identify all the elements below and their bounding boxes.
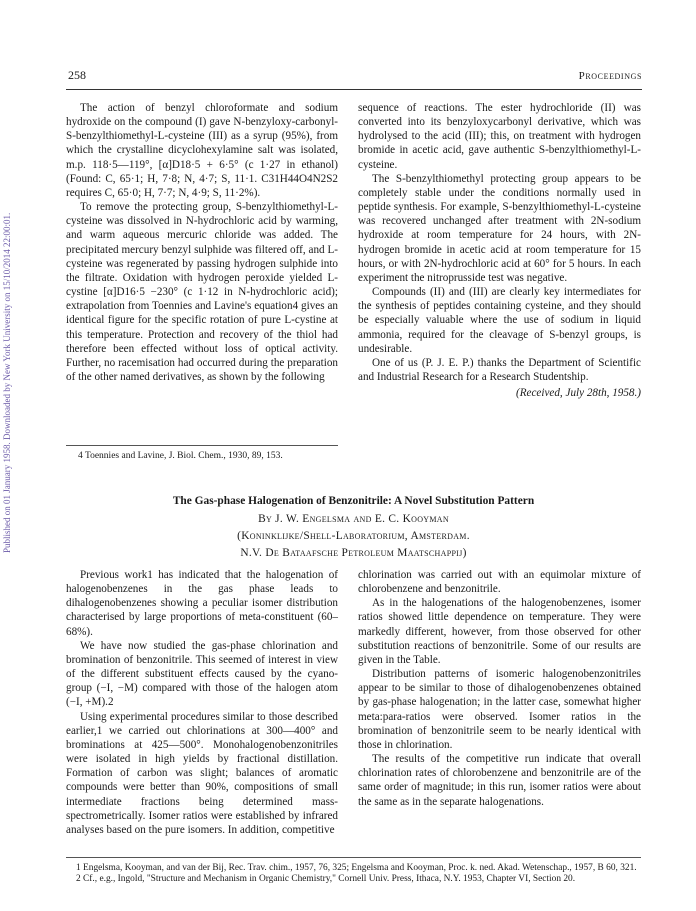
paragraph: Compounds (II) and (III) are clearly key intermediates for the synthesis of peptides containing cysteine, and they should be especially valuable where the use of sodium in liquid ammonia, required for the cleavage of S-benzyl groups, is undesirable. [358,286,641,355]
paragraph: Distribution patterns of isomeric halogenobenzonitriles appear to be similar to those of dihalogenobenzenes obtained by gas-phase halogenation; in the latter case, somewhat higher meta:para-ratios were observed. Isomer ratios in the bromination of benzonitrile seem to be nearly identical with those in chlorination. [358,668,641,751]
paragraph: One of us (P. J. E. P.) thanks the Department of Scientific and Industrial Research for a Research Studentship. [358,356,641,383]
paragraph: Using experimental procedures similar to those described earlier,1 we carried out chlorinations at 300—400° and brominations at 425—500°. Monohalogenobenzonitriles were isolated in high yields by fractional distillation. Formation of carbon was slight; balances of aromatic compounds were better than 90%, compositions of small intermediate fractions being determined mass-spectrometrically. Isomer ratios were established by infrared analyses based on the pure isomers. In addition, competitive [66,710,338,836]
paragraph: Previous work1 has indicated that the halogenation of halogenobenzenes in the gas phase leads to dihalogenobenzenes showing a peculiar isomer distribution characterised by large proportions of meta-constituent (60–68%). [66,569,338,638]
paragraph: sequence of reactions. The ester hydrochloride (II) was converted into its benzyloxycarbonyl derivative, which was hydrolysed to the acid (III); this, on treatment with hydrogen bromide in acetic acid, gave authentic S-benzylthiomethyl-L-cysteine. [358,102,641,171]
download-watermark: Published on 01 January 1958. Downloaded by New York University on 15/10/2014 22:00:01. [2,212,12,554]
paragraph: As in the halogenations of the halogenobenzenes, isomer ratios showed little dependence on temperature. They were markedly different, however, from those observed for other substitution reactions of benzonitrile. Some of our results are given in the Table. [358,597,641,666]
paragraph: The S-benzylthiomethyl protecting group appears to be completely stable under the conditions normally used in peptide synthesis. For example, S-benzylthiomethyl-L-cysteine was recovered unchanged after treatment with 2N-sodium hydroxide at room temperature for 24 hours, with 2N-hydrogen bromide in acetic acid at room temperature for 15 hours, or with 2N-hydrochloric acid at 60° for 5 hours. In each experiment the nitroprusside test was negative. [358,172,641,284]
second-article-left-column [66,568,338,837]
byline [66,511,641,562]
affiliation-line-1: (Koninklijke/Shell-Laboratorium, Amsterdam. [237,530,470,542]
paragraph: chlorination was carried out with an equimolar mixture of chlorobenzene and benzonitrile. [358,569,641,596]
paragraph: We have now studied the gas-phase chlorination and bromination of benzonitrile. This seemed of interest in view of the different substituent effects caused by the cyano-group (−I, −M) compared with those of the halogen atom (−I, +M).2 [66,639,338,709]
second-article-right-column [358,568,641,809]
footnotes-rule [66,857,641,858]
paragraph: The results of the competitive run indicate that overall chlorination rates of chlorobenzene and benzonitrile are of the same order of magnitude; in this run, isomer ratios were about the same as in the separate halogenations. [358,753,641,808]
received-date: (Received, July 28th, 1958.) [516,387,641,400]
page-number: 258 [68,68,86,82]
affiliation-line-2: N.V. De Bataafsche Petroleum Maatschappij) [240,547,467,559]
running-head: Proceedings [578,70,642,82]
footnote-rule [66,445,338,446]
footnote-1: 1 Engelsma, Kooyman, and van der Bij, Rec. Trav. chim., 1957, 76, 325; Engelsma and Kooyman, Proc. k. ned. Akad. Wetenschap., 1957, B 60, 321. [76,863,637,873]
footnotes [66,863,641,886]
header-rule [66,89,642,90]
footnote-2: 2 Cf., e.g., Ingold, "Structure and Mechanism in Organic Chemistry," Cornell Univ. Press, Ithaca, N.Y. 1953, Chapter VI, Section 20. [76,874,576,885]
paragraph: The action of benzyl chloroformate and sodium hydroxide on the compound (I) gave N-benzyloxy-carbonyl-S-benzylthiomethyl-L-cysteine (III) as a syrup (95%), from which the crystalline dicyclohexylamine salt was isolated, m.p. 118·5—119°, [α]D18·5 + 6·5° (c 1·27 in ethanol) (Found: C, 65·1; H, 7·8; N, 4·7; S, 11·1. C31H44O4N2S2 requires C, 65·0; H, 7·7; N, 4·9; S, 11·2%). [66,102,338,199]
paragraph: To remove the protecting group, S-benzylthiomethyl-L-cysteine was dissolved in N-hydrochloric acid by warming, and warm aqueous mercuric chloride was added. The precipitated mercury benzyl sulphide was filtered off, and L-cysteine was regenerated by passing hydrogen sulphide into the filtrate. Oxidation with hydrogen peroxide yielded L-cystine [α]D16·5 −230° (c 1·12 in N-hydrochloric acid); extrapolation from Toennies and Lavine's equation4 gives an identical figure for the specific rotation of pure L-cystine at this temperature. Protection and recovery of the thiol had therefore been effected without loss of optical activity. Further, no racemisation had occurred during the preparation of the other named derivatives, as shown by the following [66,201,338,383]
authors: By J. W. Engelsma and E. C. Kooyman [258,513,449,525]
article-title: The Gas-phase Halogenation of Benzonitrile: A Novel Substitution Pattern [172,495,535,507]
footnote-4: 4 Toennies and Lavine, J. Biol. Chem., 1930, 89, 153. [78,451,283,461]
first-article-left-column [66,101,338,384]
first-article-right-column [358,101,641,400]
